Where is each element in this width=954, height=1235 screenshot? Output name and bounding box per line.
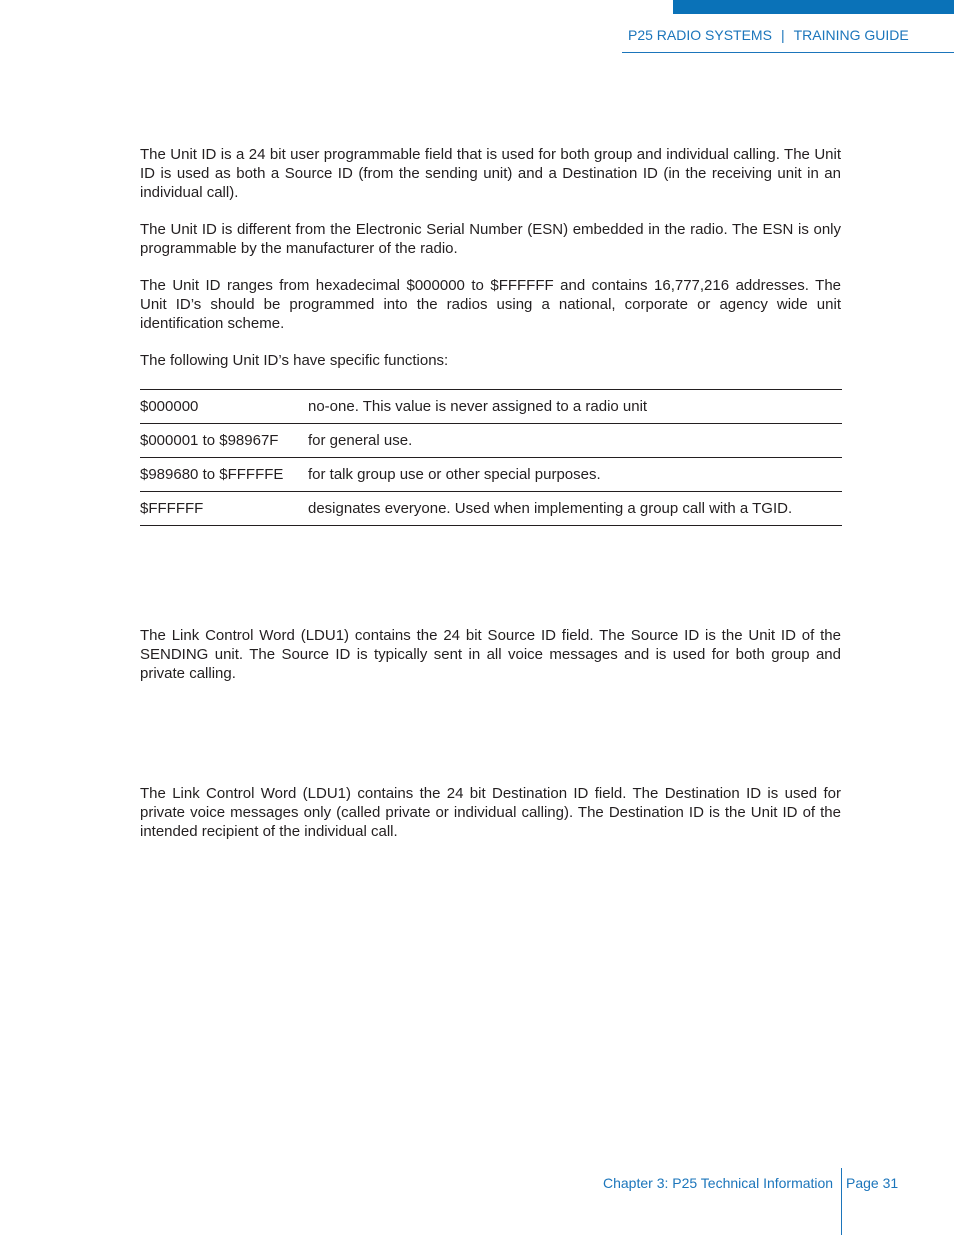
unit-id-description: for general use.: [308, 432, 413, 449]
footer-divider: [841, 1168, 842, 1235]
header-accent-bar: [673, 0, 954, 14]
paragraph-unit-id-intro: The Unit ID is a 24 bit user programmable field that is used for both group and individual calling. The Unit ID is used as both a Source ID (from the sending unit) and a Destination ID (in the receiving unit in an individual call).: [140, 146, 841, 201]
paragraph-unit-id-esn: The Unit ID is different from the Electronic Serial Number (ESN) embedded in the radio. The ESN is only programmable by the manufacturer of the radio.: [140, 221, 841, 257]
unit-id-code: $000000: [140, 398, 199, 415]
paragraph-source-id: The Link Control Word (LDU1) contains the 24 bit Source ID field. The Source ID is the Unit ID of the SENDING unit. The Source ID is typically sent in all voice messages and is used for both group and private calling.: [140, 627, 841, 682]
unit-id-code: $000001 to $98967F: [140, 432, 279, 449]
header-subtitle: TRAINING GUIDE: [793, 27, 909, 43]
unit-id-description: for talk group use or other special purposes.: [308, 466, 601, 483]
table-row: [140, 492, 842, 526]
paragraph-destination-id: The Link Control Word (LDU1) contains the 24 bit Destination ID field. The Destination ID is used for private voice messages only (called private or individual calling). The Destination ID is the Unit ID of the intended recipient of the individual call.: [140, 785, 841, 840]
unit-id-code: $989680 to $FFFFFE: [140, 466, 284, 483]
footer-chapter-title: Chapter 3: P25 Technical Information: [603, 1175, 834, 1191]
unit-id-table: [140, 389, 842, 526]
table-row: [140, 458, 842, 492]
header-rule: [622, 52, 954, 53]
header-title: P25 RADIO SYSTEMS: [628, 27, 772, 43]
unit-id-description: designates everyone. Used when implementing a group call with a TGID.: [308, 500, 793, 517]
running-header: [628, 27, 909, 43]
unit-id-description: no-one. This value is never assigned to a radio unit: [308, 398, 648, 415]
table-row: [140, 424, 842, 458]
header-separator: |: [780, 27, 785, 43]
footer-page-number: Page 31: [846, 1175, 899, 1191]
unit-id-code: $FFFFFF: [140, 500, 204, 517]
paragraph-specific-functions: The following Unit ID’s have specific functions:: [140, 352, 449, 369]
paragraph-unit-id-range: The Unit ID ranges from hexadecimal $000000 to $FFFFFF and contains 16,777,216 addresses. The Unit ID’s should be programmed into the radios using a national, corporate or agency wide unit identification scheme.: [140, 277, 841, 332]
table-row: [140, 390, 842, 424]
